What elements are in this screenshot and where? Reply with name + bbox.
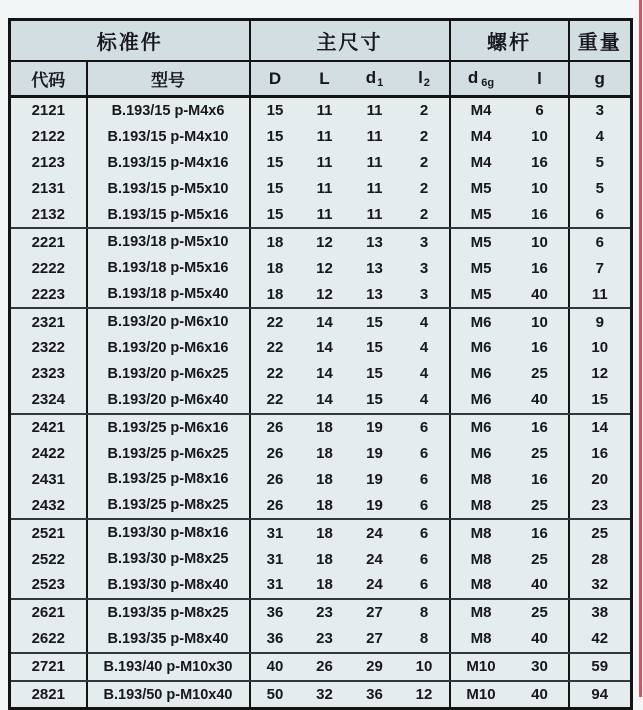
cell-d6g: M4 <box>450 124 512 150</box>
cell-code: 2521 <box>10 519 87 546</box>
cell-code: 2324 <box>10 387 87 414</box>
cell-code: 2721 <box>10 653 87 681</box>
cell-l2: 12 <box>400 681 450 709</box>
cell-d6g: M8 <box>450 492 512 519</box>
cell-g: 3 <box>569 97 632 124</box>
cell-l: 25 <box>512 441 569 467</box>
cell-model: B.193/15 p-M4x10 <box>87 124 250 150</box>
cell-code: 2221 <box>10 228 87 255</box>
cell-l2: 3 <box>400 228 450 255</box>
cell-L: 18 <box>300 572 350 599</box>
cell-model: B.193/25 p-M8x25 <box>87 492 250 519</box>
cell-L: 18 <box>300 441 350 467</box>
cell-d6g: M8 <box>450 466 512 492</box>
cell-g: 10 <box>569 335 632 361</box>
cell-L: 18 <box>300 466 350 492</box>
cell-D: 31 <box>250 519 300 546</box>
table-row <box>10 599 632 626</box>
cell-g: 28 <box>569 546 632 572</box>
cell-d1: 29 <box>350 653 400 681</box>
cell-L: 18 <box>300 492 350 519</box>
cell-model: B.193/25 p-M8x16 <box>87 466 250 492</box>
table-row <box>10 176 632 202</box>
cell-d1: 27 <box>350 626 400 653</box>
cell-g: 32 <box>569 572 632 599</box>
cell-d6g: M5 <box>450 228 512 255</box>
column-header-l2: l2 <box>400 61 450 97</box>
cell-l: 16 <box>512 519 569 546</box>
cell-g: 5 <box>569 176 632 202</box>
table-row <box>10 97 632 124</box>
cell-d6g: M6 <box>450 414 512 441</box>
cell-d1: 19 <box>350 414 400 441</box>
cell-D: 50 <box>250 681 300 709</box>
cell-code: 2821 <box>10 681 87 709</box>
cell-L: 12 <box>300 228 350 255</box>
cell-code: 2222 <box>10 255 87 281</box>
cell-l2: 2 <box>400 176 450 202</box>
cell-l: 40 <box>512 626 569 653</box>
cell-l: 40 <box>512 681 569 709</box>
cell-model: B.193/18 p-M5x40 <box>87 281 250 308</box>
table-body <box>10 97 632 709</box>
cell-l: 40 <box>512 281 569 308</box>
cell-code: 2122 <box>10 124 87 150</box>
table-row <box>10 626 632 653</box>
cell-l: 40 <box>512 572 569 599</box>
cell-d6g: M10 <box>450 653 512 681</box>
table-row <box>10 361 632 387</box>
cell-l: 16 <box>512 255 569 281</box>
cell-d1: 13 <box>350 281 400 308</box>
cell-g: 11 <box>569 281 632 308</box>
table-row <box>10 492 632 519</box>
cell-code: 2431 <box>10 466 87 492</box>
cell-L: 11 <box>300 124 350 150</box>
cell-l: 10 <box>512 124 569 150</box>
cell-code: 2132 <box>10 202 87 229</box>
cell-D: 22 <box>250 361 300 387</box>
cell-l2: 2 <box>400 124 450 150</box>
cell-l2: 10 <box>400 653 450 681</box>
group-header-screw <box>450 20 569 62</box>
cell-d1: 19 <box>350 466 400 492</box>
cell-g: 20 <box>569 466 632 492</box>
cell-g: 42 <box>569 626 632 653</box>
cell-d6g: M8 <box>450 599 512 626</box>
cell-L: 18 <box>300 414 350 441</box>
cell-d1: 27 <box>350 599 400 626</box>
cell-l: 16 <box>512 466 569 492</box>
cell-L: 32 <box>300 681 350 709</box>
cell-d6g: M6 <box>450 387 512 414</box>
cell-d6g: M5 <box>450 202 512 229</box>
cell-d6g: M6 <box>450 441 512 467</box>
cell-d6g: M6 <box>450 361 512 387</box>
table-row <box>10 546 632 572</box>
cell-l: 16 <box>512 414 569 441</box>
cell-d1: 15 <box>350 335 400 361</box>
cell-L: 11 <box>300 150 350 176</box>
cell-model: B.193/35 p-M8x25 <box>87 599 250 626</box>
cell-l2: 4 <box>400 335 450 361</box>
table-row <box>10 466 632 492</box>
cell-g: 6 <box>569 202 632 229</box>
cell-model: B.193/20 p-M6x25 <box>87 361 250 387</box>
cell-code: 2121 <box>10 97 87 124</box>
cell-D: 15 <box>250 97 300 124</box>
cell-l2: 8 <box>400 626 450 653</box>
column-header-D: D <box>250 61 300 97</box>
cell-D: 15 <box>250 202 300 229</box>
column-header-row <box>10 61 632 97</box>
cell-l2: 6 <box>400 441 450 467</box>
cell-l2: 6 <box>400 546 450 572</box>
group-header-main-dimensions <box>250 20 450 62</box>
cell-d6g: M10 <box>450 681 512 709</box>
cell-d6g: M5 <box>450 281 512 308</box>
cell-D: 26 <box>250 492 300 519</box>
cell-l: 10 <box>512 176 569 202</box>
cell-model: B.193/15 p-M4x16 <box>87 150 250 176</box>
cell-g: 25 <box>569 519 632 546</box>
cell-l: 25 <box>512 599 569 626</box>
cell-L: 26 <box>300 653 350 681</box>
cell-code: 2123 <box>10 150 87 176</box>
cell-d1: 19 <box>350 441 400 467</box>
cell-g: 23 <box>569 492 632 519</box>
table-row <box>10 124 632 150</box>
cell-l: 16 <box>512 202 569 229</box>
table-row <box>10 387 632 414</box>
cell-g: 94 <box>569 681 632 709</box>
cell-g: 59 <box>569 653 632 681</box>
cell-code: 2432 <box>10 492 87 519</box>
cell-model: B.193/35 p-M8x40 <box>87 626 250 653</box>
cell-d6g: M6 <box>450 308 512 335</box>
cell-l2: 2 <box>400 97 450 124</box>
cell-model: B.193/30 p-M8x25 <box>87 546 250 572</box>
cell-l2: 4 <box>400 387 450 414</box>
cell-D: 15 <box>250 150 300 176</box>
cell-code: 2622 <box>10 626 87 653</box>
cell-l2: 4 <box>400 308 450 335</box>
cell-D: 31 <box>250 572 300 599</box>
cell-model: B.193/18 p-M5x16 <box>87 255 250 281</box>
red-scan-edge <box>639 0 642 697</box>
cell-L: 11 <box>300 176 350 202</box>
cell-model: B.193/20 p-M6x40 <box>87 387 250 414</box>
cell-L: 23 <box>300 626 350 653</box>
cell-l: 10 <box>512 228 569 255</box>
cell-D: 22 <box>250 308 300 335</box>
cell-d1: 11 <box>350 176 400 202</box>
column-header-model: 型号 <box>87 61 250 97</box>
cell-model: B.193/40 p-M10x30 <box>87 653 250 681</box>
cell-D: 31 <box>250 546 300 572</box>
table-row <box>10 681 632 709</box>
cell-L: 14 <box>300 308 350 335</box>
cell-code: 2422 <box>10 441 87 467</box>
cell-L: 14 <box>300 361 350 387</box>
cell-code: 2321 <box>10 308 87 335</box>
cell-l: 16 <box>512 335 569 361</box>
cell-d1: 24 <box>350 572 400 599</box>
group-header-label: 主尺寸 <box>316 32 383 54</box>
cell-d6g: M8 <box>450 519 512 546</box>
column-header-d1: d1 <box>350 61 400 97</box>
cell-D: 26 <box>250 441 300 467</box>
cell-d1: 24 <box>350 546 400 572</box>
cell-d1: 24 <box>350 519 400 546</box>
table-row <box>10 653 632 681</box>
cell-L: 14 <box>300 387 350 414</box>
group-header-label: 螺杆 <box>487 32 531 54</box>
cell-d1: 11 <box>350 202 400 229</box>
cell-d1: 13 <box>350 228 400 255</box>
cell-D: 15 <box>250 176 300 202</box>
cell-L: 11 <box>300 202 350 229</box>
cell-d6g: M4 <box>450 97 512 124</box>
cell-D: 36 <box>250 626 300 653</box>
cell-l2: 2 <box>400 150 450 176</box>
cell-model: B.193/15 p-M5x16 <box>87 202 250 229</box>
cell-d6g: M8 <box>450 626 512 653</box>
cell-g: 9 <box>569 308 632 335</box>
column-header-L: L <box>300 61 350 97</box>
table-row <box>10 255 632 281</box>
cell-g: 7 <box>569 255 632 281</box>
cell-D: 40 <box>250 653 300 681</box>
cell-model: B.193/50 p-M10x40 <box>87 681 250 709</box>
cell-d1: 11 <box>350 97 400 124</box>
cell-d1: 11 <box>350 124 400 150</box>
cell-l: 30 <box>512 653 569 681</box>
cell-g: 16 <box>569 441 632 467</box>
table-row <box>10 281 632 308</box>
cell-d6g: M4 <box>450 150 512 176</box>
cell-L: 11 <box>300 97 350 124</box>
cell-model: B.193/25 p-M6x16 <box>87 414 250 441</box>
group-header-label: 重量 <box>577 32 622 54</box>
column-header-code: 代码 <box>10 61 87 97</box>
cell-model: B.193/30 p-M8x16 <box>87 519 250 546</box>
cell-d6g: M8 <box>450 572 512 599</box>
cell-model: B.193/25 p-M6x25 <box>87 441 250 467</box>
table-row <box>10 150 632 176</box>
cell-model: B.193/15 p-M5x10 <box>87 176 250 202</box>
cell-g: 15 <box>569 387 632 414</box>
cell-d6g: M8 <box>450 546 512 572</box>
cell-l2: 6 <box>400 572 450 599</box>
cell-d1: 15 <box>350 308 400 335</box>
cell-d1: 19 <box>350 492 400 519</box>
cell-l: 40 <box>512 387 569 414</box>
cell-g: 5 <box>569 150 632 176</box>
table-row <box>10 572 632 599</box>
cell-code: 2522 <box>10 546 87 572</box>
table-row <box>10 519 632 546</box>
cell-D: 15 <box>250 124 300 150</box>
cell-code: 2223 <box>10 281 87 308</box>
group-header-weight <box>569 20 632 62</box>
table-row <box>10 335 632 361</box>
group-header-label: 标准件 <box>96 32 163 54</box>
parts-table <box>8 18 633 710</box>
cell-code: 2621 <box>10 599 87 626</box>
cell-g: 38 <box>569 599 632 626</box>
cell-code: 2421 <box>10 414 87 441</box>
table-row <box>10 414 632 441</box>
table-row <box>10 308 632 335</box>
cell-L: 18 <box>300 519 350 546</box>
column-header-d6g: d 6g <box>450 61 512 97</box>
cell-L: 14 <box>300 335 350 361</box>
cell-L: 18 <box>300 546 350 572</box>
cell-model: B.193/20 p-M6x10 <box>87 308 250 335</box>
cell-g: 6 <box>569 228 632 255</box>
cell-L: 12 <box>300 281 350 308</box>
cell-l2: 3 <box>400 255 450 281</box>
cell-l2: 4 <box>400 361 450 387</box>
column-header-g: g <box>569 61 632 97</box>
cell-D: 18 <box>250 281 300 308</box>
cell-g: 12 <box>569 361 632 387</box>
cell-g: 14 <box>569 414 632 441</box>
cell-model: B.193/15 p-M4x6 <box>87 97 250 124</box>
cell-l: 25 <box>512 492 569 519</box>
cell-D: 36 <box>250 599 300 626</box>
cell-l2: 6 <box>400 492 450 519</box>
cell-l: 25 <box>512 361 569 387</box>
table-row <box>10 441 632 467</box>
cell-model: B.193/18 p-M5x10 <box>87 228 250 255</box>
cell-d6g: M6 <box>450 335 512 361</box>
cell-d1: 13 <box>350 255 400 281</box>
cell-d1: 15 <box>350 387 400 414</box>
cell-D: 18 <box>250 228 300 255</box>
cell-D: 22 <box>250 387 300 414</box>
group-header-standard-part <box>10 20 250 62</box>
cell-d1: 36 <box>350 681 400 709</box>
cell-code: 2523 <box>10 572 87 599</box>
cell-l2: 2 <box>400 202 450 229</box>
column-header-l: l <box>512 61 569 97</box>
cell-l2: 6 <box>400 414 450 441</box>
cell-l2: 8 <box>400 599 450 626</box>
cell-d6g: M5 <box>450 255 512 281</box>
cell-l2: 3 <box>400 281 450 308</box>
cell-L: 12 <box>300 255 350 281</box>
cell-D: 18 <box>250 255 300 281</box>
cell-d1: 15 <box>350 361 400 387</box>
cell-code: 2322 <box>10 335 87 361</box>
cell-D: 22 <box>250 335 300 361</box>
cell-code: 2323 <box>10 361 87 387</box>
group-header-row <box>10 20 632 62</box>
cell-l: 10 <box>512 308 569 335</box>
table-row <box>10 228 632 255</box>
cell-l: 6 <box>512 97 569 124</box>
cell-d6g: M5 <box>450 176 512 202</box>
cell-l2: 6 <box>400 466 450 492</box>
table-row <box>10 202 632 229</box>
cell-l: 25 <box>512 546 569 572</box>
cell-D: 26 <box>250 466 300 492</box>
cell-model: B.193/30 p-M8x40 <box>87 572 250 599</box>
cell-L: 23 <box>300 599 350 626</box>
cell-d1: 11 <box>350 150 400 176</box>
cell-model: B.193/20 p-M6x16 <box>87 335 250 361</box>
cell-l: 16 <box>512 150 569 176</box>
cell-l2: 6 <box>400 519 450 546</box>
cell-D: 26 <box>250 414 300 441</box>
cell-code: 2131 <box>10 176 87 202</box>
cell-g: 4 <box>569 124 632 150</box>
